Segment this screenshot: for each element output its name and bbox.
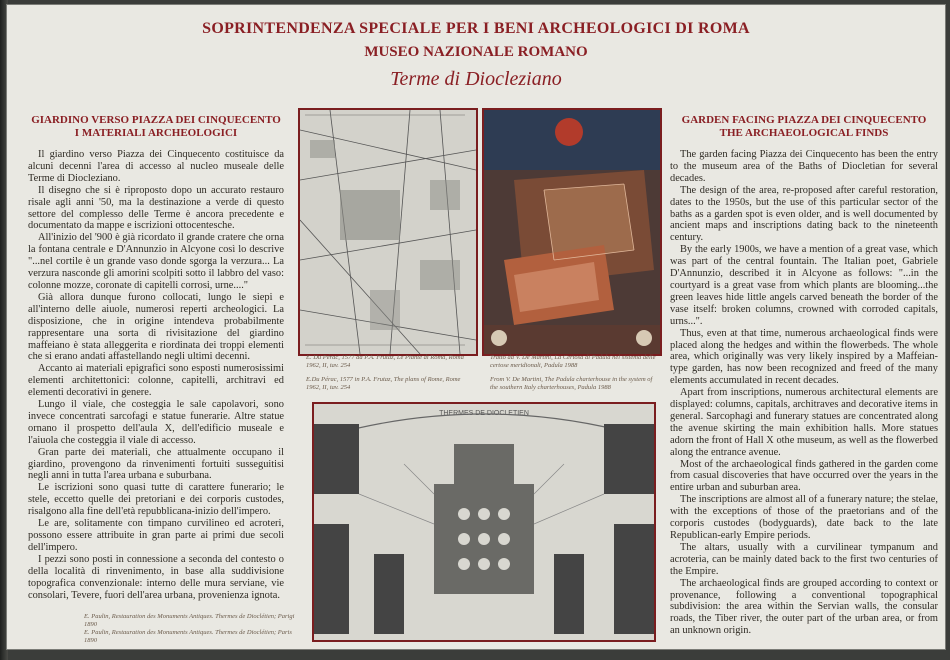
left-paragraph: Accanto ai materiali epigrafici sono esposti numerosissimi elementi architettonici: colonne, capitelli, architravi ed elementi decorativi in genere.	[28, 363, 284, 399]
right-title-2: THE ARCHAEOLOGICAL FINDS	[719, 127, 889, 139]
plan-label: THERMES DE DIOCLETIEN	[439, 410, 529, 417]
right-paragraph: Most of the archaeological finds gathered in the garden come from casual discoveries that have occurred over the years in the entire urban and suburban area.	[670, 458, 938, 494]
left-credit-1: E. Paulin, Restauration des Monuments Antiques. Thermes de Dioclétien; Parigi 1890	[84, 613, 295, 628]
padula-charterhouse-image	[482, 108, 662, 356]
image-b-caption-2: From V. De Martini, The Padula charterhouse in the system of the southern Italy charterhouses, Padula 1988	[490, 376, 653, 391]
header-line-3: Terme di Diocleziano	[390, 68, 562, 90]
left-paragraph: Il giardino verso Piazza dei Cinquecento costituisce da alcuni decenni l'area di accesso al nucleo museale delle Terme di Diocleziano.	[28, 149, 284, 184]
left-paragraph: Lungo il viale, che costeggia le sale capolavori, sono invece concentrati sarcofagi e statue funerarie. Altre statue ornano il prospetto dell'aula X, dell'edificio museale e l'aiuola che costeggia il viale di accesso.	[28, 399, 284, 446]
right-text-column	[670, 149, 938, 637]
left-paragraph: Le are, solitamente con timpano curvilineo ed acroteri, possono essere attribuite in gran parte ai primi due secoli dell'impero.	[28, 518, 284, 553]
left-text-column	[28, 149, 284, 601]
right-paragraph: By the early 1900s, we have a mention of a great vase, which was part of the central fountain. The Italian poet, Gabriele D'Annunzio, described it in Alcyone as follows: "...in the courtyard is a great vase from which plants are blooming...the green leaves hide little angels carved beneath the border of the vase itself: broken columns, crowned with corroded capitals, urns...".	[670, 244, 938, 327]
image-a-caption-1: E. Du Pérac, 1577 da P.A. Frutaz, Le Piante di Roma, Roma 1962, II, tav. 254	[306, 354, 464, 369]
right-section-title	[670, 114, 938, 140]
left-title-1: GIARDINO VERSO PIAZZA DEI CINQUECENTO	[31, 114, 281, 126]
right-paragraph: The altars, usually with a curvilinear tympanum and acroteria, can be mainly dated back to the first two centuries of the Empire.	[670, 541, 938, 577]
left-paragraph: I pezzi sono posti in connessione a seconda del contesto o della località di rinvenimento, in base alla suddivisione topografica convenzionale: interno delle mura serviane, vie consolari, Tevere, fuori dell'area urbana, provenienza ignota.	[28, 553, 284, 601]
du-perac-map-image	[298, 108, 478, 356]
right-paragraph: The garden facing Piazza dei Cinquecento has been the entry to the museum area of the Baths of Diocletian for several decades.	[670, 149, 938, 184]
information-panel	[6, 4, 946, 650]
left-paragraph: Il disegno che si è riproposto dopo un accurato restauro risale agli anni '50, ma la destinazione a verde di questo settore del complesso delle Terme è ancora precedente e documentato da mappe e iscrizioni ottocentesche.	[28, 184, 284, 232]
right-paragraph: The archaeological finds are grouped according to context or provenance, following a conventional topographical subdivision: the area within the Servian walls, the consular roads, the Tiber river, the outer part of the urban area, or from an unknown origin.	[670, 577, 938, 637]
image-b-caption-1: Tratto da V. De Martini, La Certosa di Padula nel sistema delle certose meridionali, Padula 1988	[490, 354, 656, 369]
image-a-caption-2: E.Du Pérac, 1577 in P.A. Frutaz, The plans of Rome, Rome 1962, II, tav. 254	[306, 376, 461, 391]
right-paragraph: Thus, even at that time, numerous archaeological finds were placed along the hedges and within the flowerbeds. The whole area, which originally was very likely inspired by a Maffeian-type garden, has now been recognized and freed of the many elements accumulated in recent decades.	[670, 327, 938, 387]
left-paragraph: Già allora dunque furono collocati, lungo le siepi e all'interno delle aiuole, numerosi reperti archeologici. La disposizione, che in origine intendeva probabilmente rappresentare una sorta di rivisitazione del giardino maffeiano è stata alleggerita e riordinata dei troppi elementi che si erano andati affastellando negli ultimi decenni.	[28, 291, 284, 363]
right-title-1: GARDEN FACING PIAZZA DEI CINQUECENTO	[681, 114, 927, 126]
left-paragraph: Gran parte dei materiali, che attualmente occupano il giardino, provengono da rinvenimenti fortuiti susseguitisi negli anni in tutta l'area urbana e suburbana.	[28, 446, 284, 482]
left-section-title	[28, 114, 284, 140]
header-line-1: SOPRINTENDENZA SPECIALE PER I BENI ARCHEOLOGICI DI ROMA	[202, 20, 750, 37]
left-paragraph: All'inizio del '900 è già ricordato il grande cratere che orna la fontana centrale e D'Annunzio in Alcyone così lo descrive "...nel cortile è un grande vaso donde sgorga la verzura... La verzura nasconde gli amorini scolpiti sotto il labbro del vaso: colonne mozze, coronate di capitelli corrosi, urne...."	[28, 232, 284, 291]
diocletian-baths-plan-image	[312, 402, 656, 642]
header-line-2: MUSEO NAZIONALE ROMANO	[364, 44, 588, 60]
right-paragraph: The inscriptions are almost all of a funerary nature; the stelae, with the exceptions of those of the praetorians and of the corporis custodes (bodyguards), date back to the late Republican-early Empire periods.	[670, 494, 938, 541]
left-title-2: I MATERIALI ARCHEOLOGICI	[74, 127, 238, 139]
right-paragraph: Apart from inscriptions, numerous architectural elements are displayed: columns, capitals, architraves and decorative items in general. Sarcophagi and funerary statues are concentrated along the avenue skirting the main exhibition halls. More statues adorn the front of Hall X othe museum, as well as the flowerbed along the entrance avenue.	[670, 387, 938, 458]
left-credit-2: E. Paulin, Restauration des Monuments Antiques. Thermes de Dioclétien; Paris 1890	[84, 629, 292, 644]
left-paragraph: Le iscrizioni sono quasi tutte di carattere funerario; le stele, eccetto quelle dei pretoriani e dei corporis custodes, risalgono alla fine dell'età repubblicana-inizio dell'impero.	[28, 482, 284, 518]
right-paragraph: The design of the area, re-proposed after careful restoration, dates to the 1950s, but the use of this particular sector of the baths as a garden spot is even older, and is well documented by ancient maps and inscriptions dating back to the nineteenth century.	[670, 184, 938, 244]
